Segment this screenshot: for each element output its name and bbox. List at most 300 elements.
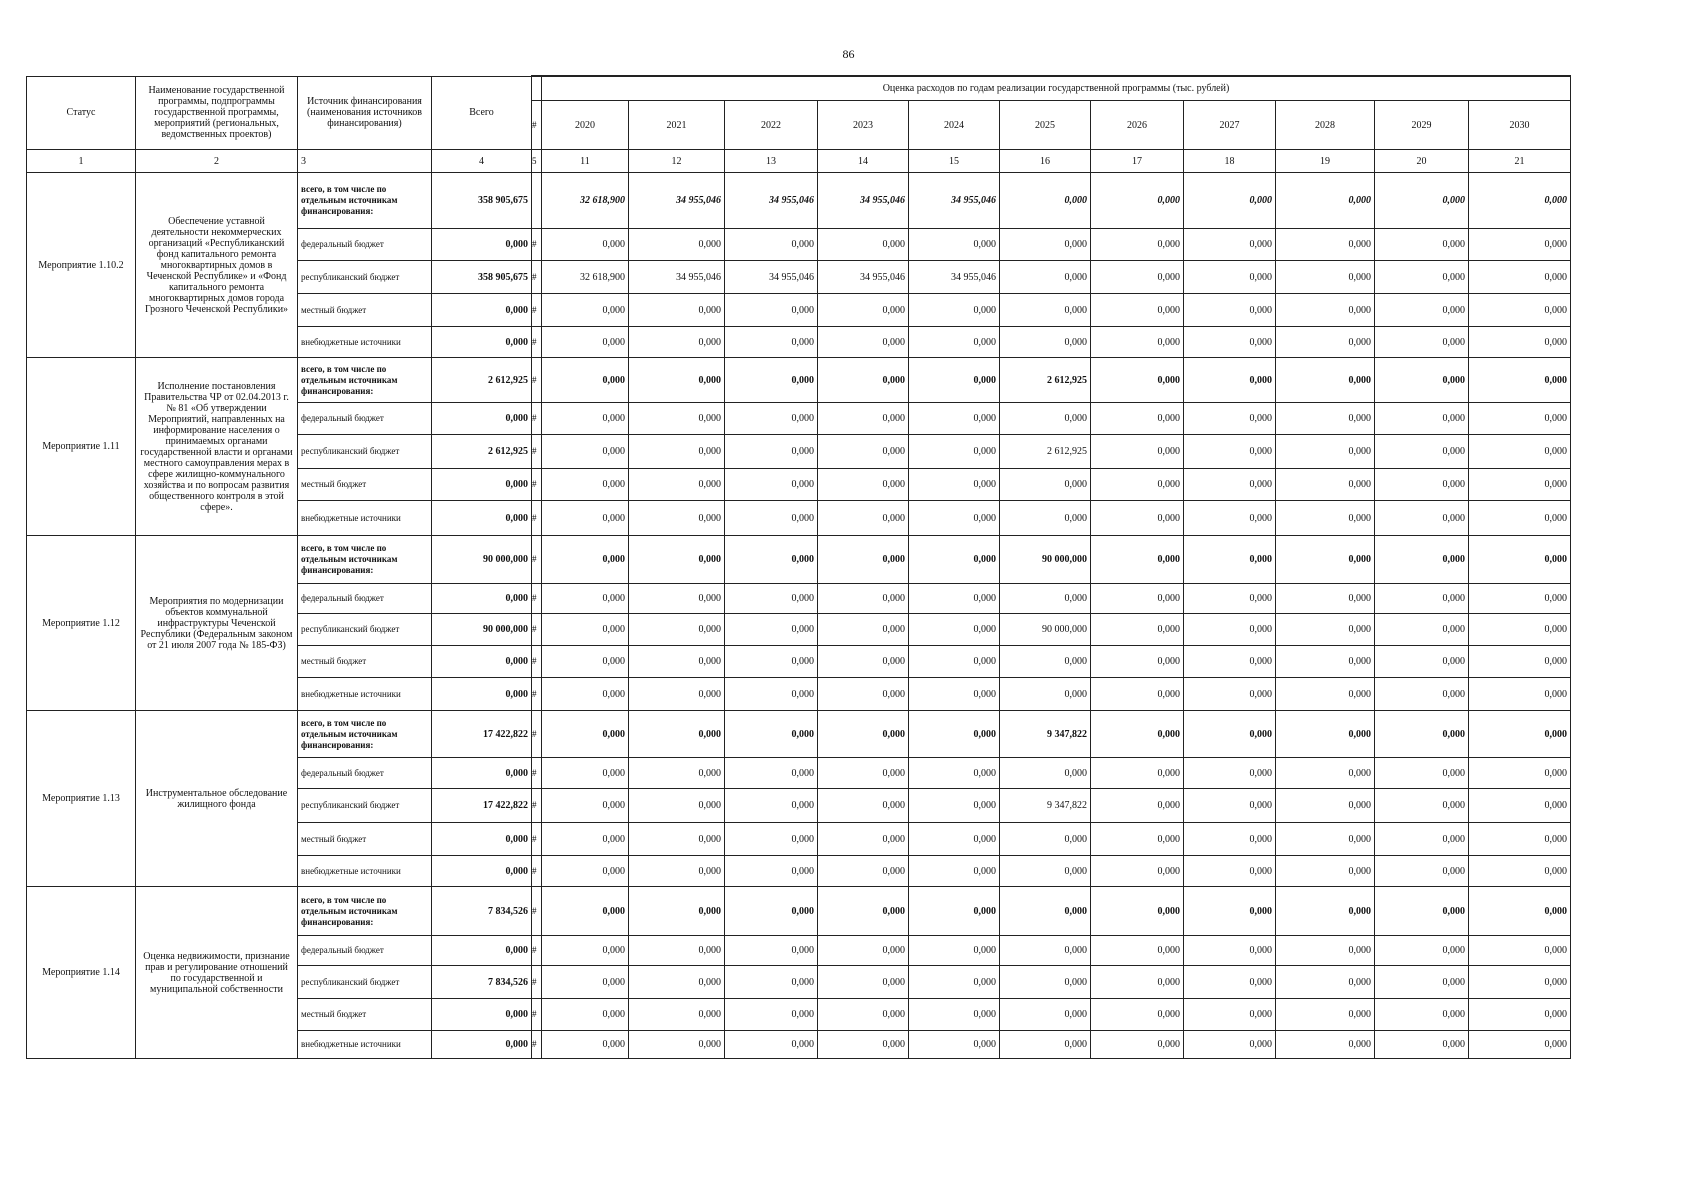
year-value-cell: 0,000 [629, 614, 725, 646]
header-year-2028: 2028 [1276, 101, 1375, 150]
column-number: 19 [1276, 150, 1375, 173]
year-value-cell: 0,000 [1276, 403, 1375, 435]
year-value-cell: 0,000 [818, 789, 909, 823]
column-number: 20 [1375, 150, 1469, 173]
year-value-cell: 0,000 [1091, 1031, 1184, 1059]
year-value-cell: 0,000 [909, 711, 1000, 758]
year-value-cell: 0,000 [1375, 173, 1469, 229]
column-number: 4 [432, 150, 532, 173]
year-value-cell: 0,000 [1276, 856, 1375, 887]
year-value-cell: 0,000 [1091, 229, 1184, 261]
funding-source-cell: федеральный бюджет [298, 584, 432, 614]
header-year-2024: 2024 [909, 101, 1000, 150]
year-value-cell: 0,000 [1375, 327, 1469, 358]
measure-name-cell: Оценка недвижимости, признание прав и регулирование отношений по государственной и муниципальной собственности [136, 887, 298, 1059]
year-value-cell: 0,000 [909, 584, 1000, 614]
year-value-cell: 0,000 [1276, 173, 1375, 229]
year-value-cell: 0,000 [1276, 999, 1375, 1031]
year-value-cell: 0,000 [1375, 789, 1469, 823]
year-value-cell: 0,000 [909, 856, 1000, 887]
year-value-cell: 0,000 [1184, 229, 1276, 261]
year-value-cell: 0,000 [1000, 229, 1091, 261]
year-value-cell: 0,000 [818, 403, 909, 435]
year-value-cell: 0,000 [1469, 936, 1571, 966]
year-value-cell: 0,000 [1375, 758, 1469, 789]
year-value-cell: 0,000 [1000, 856, 1091, 887]
year-value-cell: 0,000 [1000, 403, 1091, 435]
year-value-cell: 0,000 [818, 294, 909, 327]
total-cell: 0,000 [432, 823, 532, 856]
year-value-cell: 0,000 [909, 758, 1000, 789]
total-cell: 0,000 [432, 403, 532, 435]
year-value-cell: 0,000 [1091, 173, 1184, 229]
year-value-cell: 0,000 [909, 646, 1000, 678]
year-value-cell: 0,000 [542, 1031, 629, 1059]
hash-cell: # [532, 936, 542, 966]
year-value-cell: 0,000 [542, 501, 629, 536]
year-value-cell: 0,000 [1469, 327, 1571, 358]
year-value-cell: 0,000 [1276, 294, 1375, 327]
year-value-cell: 0,000 [1375, 966, 1469, 999]
year-value-cell: 0,000 [1276, 936, 1375, 966]
year-value-cell: 0,000 [1184, 887, 1276, 936]
year-value-cell: 90 000,000 [1000, 536, 1091, 584]
year-value-cell: 0,000 [725, 501, 818, 536]
column-number: 21 [1469, 150, 1571, 173]
year-value-cell: 0,000 [909, 1031, 1000, 1059]
year-value-cell: 0,000 [1184, 999, 1276, 1031]
year-value-cell: 0,000 [542, 678, 629, 711]
total-cell: 0,000 [432, 229, 532, 261]
year-value-cell: 0,000 [1276, 584, 1375, 614]
hash-cell: # [532, 403, 542, 435]
year-value-cell: 0,000 [909, 403, 1000, 435]
funding-source-cell: всего, в том числе по отдельным источникам финансирования: [298, 536, 432, 584]
year-value-cell: 0,000 [1375, 936, 1469, 966]
year-value-cell: 0,000 [629, 856, 725, 887]
year-value-cell: 0,000 [818, 887, 909, 936]
year-value-cell: 0,000 [1469, 403, 1571, 435]
year-value-cell: 0,000 [1375, 711, 1469, 758]
funding-source-cell: всего, в том числе по отдельным источникам финансирования: [298, 358, 432, 403]
year-value-cell: 0,000 [629, 435, 725, 469]
year-value-cell: 9 347,822 [1000, 711, 1091, 758]
column-number: 13 [725, 150, 818, 173]
header-total: Всего [432, 76, 532, 150]
year-value-cell: 0,000 [1091, 584, 1184, 614]
year-value-cell: 2 612,925 [1000, 435, 1091, 469]
year-value-cell: 0,000 [542, 711, 629, 758]
year-value-cell: 0,000 [725, 584, 818, 614]
header-year-2027: 2027 [1184, 101, 1276, 150]
total-cell: 0,000 [432, 294, 532, 327]
year-value-cell: 0,000 [1469, 758, 1571, 789]
year-value-cell: 0,000 [818, 358, 909, 403]
header-blank [532, 76, 542, 101]
year-value-cell: 0,000 [1184, 358, 1276, 403]
year-value-cell: 0,000 [1091, 261, 1184, 294]
year-value-cell: 0,000 [909, 887, 1000, 936]
year-value-cell: 0,000 [818, 936, 909, 966]
year-value-cell: 0,000 [629, 966, 725, 999]
year-value-cell: 0,000 [909, 294, 1000, 327]
year-value-cell: 0,000 [725, 678, 818, 711]
header-status: Статус [27, 76, 136, 150]
year-value-cell: 0,000 [909, 435, 1000, 469]
year-value-cell: 0,000 [1091, 358, 1184, 403]
year-value-cell: 0,000 [1276, 501, 1375, 536]
year-value-cell: 0,000 [1184, 536, 1276, 584]
year-value-cell: 0,000 [818, 758, 909, 789]
year-value-cell: 0,000 [725, 469, 818, 501]
year-value-cell: 32 618,900 [542, 261, 629, 294]
year-value-cell: 0,000 [542, 966, 629, 999]
funding-source-cell: федеральный бюджет [298, 403, 432, 435]
total-cell: 7 834,526 [432, 966, 532, 999]
column-number: 14 [818, 150, 909, 173]
funding-source-cell: федеральный бюджет [298, 936, 432, 966]
year-value-cell: 0,000 [542, 789, 629, 823]
header-year-2022: 2022 [725, 101, 818, 150]
year-value-cell: 0,000 [1276, 887, 1375, 936]
total-cell: 17 422,822 [432, 789, 532, 823]
hash-cell: # [532, 856, 542, 887]
year-value-cell: 0,000 [629, 646, 725, 678]
total-cell: 0,000 [432, 856, 532, 887]
year-value-cell: 0,000 [1184, 678, 1276, 711]
column-number: 1 [27, 150, 136, 173]
year-value-cell: 0,000 [1276, 646, 1375, 678]
year-value-cell: 0,000 [1469, 261, 1571, 294]
year-value-cell: 0,000 [542, 294, 629, 327]
year-value-cell: 0,000 [1276, 678, 1375, 711]
year-value-cell: 0,000 [1184, 758, 1276, 789]
year-value-cell: 0,000 [1276, 1031, 1375, 1059]
year-value-cell: 0,000 [1000, 469, 1091, 501]
year-value-cell: 0,000 [1375, 823, 1469, 856]
year-value-cell: 0,000 [818, 435, 909, 469]
total-cell: 0,000 [432, 469, 532, 501]
year-value-cell: 0,000 [542, 584, 629, 614]
year-value-cell: 32 618,900 [542, 173, 629, 229]
year-value-cell: 0,000 [1375, 646, 1469, 678]
header-year-2023: 2023 [818, 101, 909, 150]
year-value-cell: 0,000 [542, 856, 629, 887]
header-year-2020: 2020 [542, 101, 629, 150]
header-year-2021: 2021 [629, 101, 725, 150]
year-value-cell: 0,000 [1091, 936, 1184, 966]
year-value-cell: 0,000 [542, 536, 629, 584]
year-value-cell: 0,000 [725, 823, 818, 856]
header-name: Наименование государственной программы, подпрограммы государственной программы, мероприятий (региональных, ведомственных проектов) [136, 76, 298, 150]
year-value-cell: 0,000 [1184, 936, 1276, 966]
year-value-cell: 0,000 [1000, 501, 1091, 536]
year-value-cell: 0,000 [1469, 536, 1571, 584]
funding-source-cell: федеральный бюджет [298, 229, 432, 261]
year-value-cell: 0,000 [629, 229, 725, 261]
column-number: 2 [136, 150, 298, 173]
year-value-cell: 0,000 [1184, 789, 1276, 823]
hash-cell: # [532, 294, 542, 327]
hash-cell: # [532, 678, 542, 711]
column-number: 11 [542, 150, 629, 173]
year-value-cell: 0,000 [1091, 536, 1184, 584]
year-value-cell: 0,000 [1000, 294, 1091, 327]
year-value-cell: 0,000 [725, 936, 818, 966]
year-value-cell: 0,000 [1375, 856, 1469, 887]
year-value-cell: 0,000 [1091, 327, 1184, 358]
year-value-cell: 0,000 [1184, 823, 1276, 856]
year-value-cell: 0,000 [1000, 261, 1091, 294]
total-cell: 2 612,925 [432, 358, 532, 403]
year-value-cell: 0,000 [1469, 469, 1571, 501]
year-value-cell: 0,000 [909, 327, 1000, 358]
year-value-cell: 0,000 [1375, 678, 1469, 711]
funding-source-cell: местный бюджет [298, 999, 432, 1031]
year-value-cell: 0,000 [542, 936, 629, 966]
year-value-cell: 0,000 [542, 758, 629, 789]
year-value-cell: 0,000 [629, 999, 725, 1031]
column-number: 3 [298, 150, 432, 173]
year-value-cell: 0,000 [1184, 294, 1276, 327]
year-value-cell: 34 955,046 [909, 173, 1000, 229]
year-value-cell: 0,000 [818, 678, 909, 711]
year-value-cell: 0,000 [542, 435, 629, 469]
hash-cell: # [532, 1031, 542, 1059]
year-value-cell: 0,000 [629, 294, 725, 327]
year-value-cell: 0,000 [818, 469, 909, 501]
year-value-cell: 0,000 [629, 469, 725, 501]
year-value-cell: 0,000 [909, 823, 1000, 856]
year-value-cell: 0,000 [818, 584, 909, 614]
year-value-cell: 0,000 [629, 936, 725, 966]
year-value-cell: 0,000 [1375, 614, 1469, 646]
year-value-cell: 0,000 [1469, 823, 1571, 856]
hash-cell: # [532, 614, 542, 646]
year-value-cell: 0,000 [1469, 789, 1571, 823]
year-value-cell: 0,000 [1000, 678, 1091, 711]
total-cell: 0,000 [432, 999, 532, 1031]
year-value-cell: 0,000 [1184, 711, 1276, 758]
header-year-2030: 2030 [1469, 101, 1571, 150]
year-value-cell: 0,000 [1469, 711, 1571, 758]
year-value-cell: 0,000 [1091, 469, 1184, 501]
header-estimate: Оценка расходов по годам реализации государственной программы (тыс. рублей) [542, 76, 1571, 101]
year-value-cell: 0,000 [725, 536, 818, 584]
year-value-cell: 0,000 [1375, 358, 1469, 403]
year-value-cell: 0,000 [818, 711, 909, 758]
year-value-cell: 0,000 [629, 758, 725, 789]
year-value-cell: 0,000 [1375, 403, 1469, 435]
year-value-cell: 0,000 [725, 294, 818, 327]
year-value-cell: 0,000 [1091, 614, 1184, 646]
year-value-cell: 0,000 [725, 435, 818, 469]
year-value-cell: 0,000 [1469, 999, 1571, 1031]
column-number: 5 [532, 150, 542, 173]
funding-source-cell: внебюджетные источники [298, 856, 432, 887]
year-value-cell: 0,000 [1184, 966, 1276, 999]
year-value-cell: 0,000 [909, 536, 1000, 584]
year-value-cell: 0,000 [1276, 789, 1375, 823]
hash-cell: # [532, 435, 542, 469]
year-value-cell: 0,000 [1091, 999, 1184, 1031]
year-value-cell: 0,000 [1469, 294, 1571, 327]
year-value-cell: 0,000 [1469, 1031, 1571, 1059]
year-value-cell: 0,000 [1091, 856, 1184, 887]
year-value-cell: 0,000 [1000, 758, 1091, 789]
year-value-cell: 34 955,046 [629, 261, 725, 294]
year-value-cell: 0,000 [542, 823, 629, 856]
year-value-cell: 0,000 [1184, 646, 1276, 678]
year-value-cell: 0,000 [1091, 678, 1184, 711]
year-value-cell: 0,000 [1184, 435, 1276, 469]
year-value-cell: 0,000 [818, 536, 909, 584]
year-value-cell: 0,000 [1375, 469, 1469, 501]
year-value-cell: 34 955,046 [818, 261, 909, 294]
year-value-cell: 0,000 [1375, 501, 1469, 536]
total-cell: 7 834,526 [432, 887, 532, 936]
hash-cell: # [532, 646, 542, 678]
total-cell: 358 905,675 [432, 173, 532, 229]
year-value-cell: 0,000 [1375, 887, 1469, 936]
year-value-cell: 0,000 [1184, 327, 1276, 358]
year-value-cell: 90 000,000 [1000, 614, 1091, 646]
hash-cell: # [532, 501, 542, 536]
year-value-cell: 0,000 [542, 358, 629, 403]
year-value-cell: 0,000 [1276, 229, 1375, 261]
hash-cell: # [532, 789, 542, 823]
year-value-cell: 0,000 [1000, 999, 1091, 1031]
total-cell: 0,000 [432, 646, 532, 678]
year-value-cell: 0,000 [1184, 584, 1276, 614]
year-value-cell: 0,000 [909, 501, 1000, 536]
year-value-cell: 0,000 [629, 823, 725, 856]
year-value-cell: 0,000 [818, 966, 909, 999]
year-value-cell: 0,000 [1091, 403, 1184, 435]
year-value-cell: 0,000 [1276, 966, 1375, 999]
table-row [27, 536, 1571, 584]
year-value-cell: 0,000 [542, 403, 629, 435]
year-value-cell: 0,000 [1375, 435, 1469, 469]
total-cell: 358 905,675 [432, 261, 532, 294]
year-value-cell: 0,000 [1000, 646, 1091, 678]
hash-cell: # [532, 711, 542, 758]
total-cell: 90 000,000 [432, 536, 532, 584]
year-value-cell: 0,000 [725, 966, 818, 999]
year-value-cell: 0,000 [725, 789, 818, 823]
funding-source-cell: внебюджетные источники [298, 501, 432, 536]
measure-name-cell: Инструментальное обследование жилищного фонда [136, 711, 298, 887]
header-year-2025: 2025 [1000, 101, 1091, 150]
hash-cell: # [532, 536, 542, 584]
year-value-cell: 0,000 [1091, 789, 1184, 823]
year-value-cell: 0,000 [725, 887, 818, 936]
year-value-cell: 0,000 [1000, 887, 1091, 936]
table-row [27, 711, 1571, 758]
status-cell: Мероприятие 1.13 [27, 711, 136, 887]
year-value-cell: 0,000 [1469, 856, 1571, 887]
hash-cell: # [532, 999, 542, 1031]
header-hash: # [532, 101, 542, 150]
year-value-cell: 0,000 [1091, 711, 1184, 758]
column-number: 16 [1000, 150, 1091, 173]
year-value-cell: 0,000 [909, 229, 1000, 261]
funding-source-cell: местный бюджет [298, 294, 432, 327]
table-row [27, 173, 1571, 229]
year-value-cell: 0,000 [1276, 435, 1375, 469]
year-value-cell: 0,000 [629, 789, 725, 823]
year-value-cell: 0,000 [725, 1031, 818, 1059]
year-value-cell: 0,000 [1276, 469, 1375, 501]
year-value-cell: 0,000 [1276, 327, 1375, 358]
year-value-cell: 0,000 [542, 327, 629, 358]
year-value-cell: 0,000 [629, 536, 725, 584]
measure-name-cell: Обеспечение уставной деятельности некоммерческих организаций «Республиканский фонд капитального ремонта многоквартирных домов в Чеченской Республике» и «Фонд капитального ремонта многоквартирных домов города Грозного Чеченской Республики» [136, 173, 298, 358]
year-value-cell: 0,000 [629, 887, 725, 936]
hash-cell: # [532, 327, 542, 358]
year-value-cell: 0,000 [725, 403, 818, 435]
header-row-1 [27, 76, 1571, 101]
table-row [27, 887, 1571, 936]
funding-source-cell: республиканский бюджет [298, 966, 432, 999]
total-cell: 0,000 [432, 584, 532, 614]
year-value-cell: 0,000 [909, 936, 1000, 966]
year-value-cell: 0,000 [725, 758, 818, 789]
year-value-cell: 0,000 [909, 678, 1000, 711]
column-number: 18 [1184, 150, 1276, 173]
year-value-cell: 0,000 [725, 711, 818, 758]
year-value-cell: 0,000 [1469, 229, 1571, 261]
year-value-cell: 0,000 [1375, 229, 1469, 261]
funding-source-cell: местный бюджет [298, 469, 432, 501]
year-value-cell: 0,000 [1469, 501, 1571, 536]
year-value-cell: 2 612,925 [1000, 358, 1091, 403]
year-value-cell: 0,000 [1469, 173, 1571, 229]
year-value-cell: 0,000 [1184, 614, 1276, 646]
year-value-cell: 0,000 [725, 646, 818, 678]
year-value-cell: 0,000 [725, 229, 818, 261]
year-value-cell: 34 955,046 [725, 261, 818, 294]
year-value-cell: 0,000 [542, 229, 629, 261]
year-value-cell: 0,000 [1276, 823, 1375, 856]
year-value-cell: 34 955,046 [818, 173, 909, 229]
year-value-cell: 0,000 [542, 887, 629, 936]
hash-cell: # [532, 584, 542, 614]
column-number: 12 [629, 150, 725, 173]
year-value-cell: 0,000 [1091, 435, 1184, 469]
year-value-cell: 0,000 [1184, 261, 1276, 294]
year-value-cell: 0,000 [1375, 261, 1469, 294]
status-cell: Мероприятие 1.11 [27, 358, 136, 536]
page-number: 86 [842, 47, 855, 61]
funding-source-cell: республиканский бюджет [298, 789, 432, 823]
status-cell: Мероприятие 1.10.2 [27, 173, 136, 358]
year-value-cell: 9 347,822 [1000, 789, 1091, 823]
status-cell: Мероприятие 1.14 [27, 887, 136, 1059]
year-value-cell: 0,000 [909, 966, 1000, 999]
year-value-cell: 0,000 [1000, 327, 1091, 358]
year-value-cell: 0,000 [1469, 358, 1571, 403]
year-value-cell: 0,000 [1000, 936, 1091, 966]
year-value-cell: 0,000 [629, 327, 725, 358]
total-cell: 17 422,822 [432, 711, 532, 758]
year-value-cell: 0,000 [1091, 823, 1184, 856]
year-value-cell: 0,000 [629, 501, 725, 536]
year-value-cell: 0,000 [1091, 646, 1184, 678]
hash-cell: # [532, 887, 542, 936]
year-value-cell: 0,000 [1091, 966, 1184, 999]
year-value-cell: 0,000 [1276, 261, 1375, 294]
